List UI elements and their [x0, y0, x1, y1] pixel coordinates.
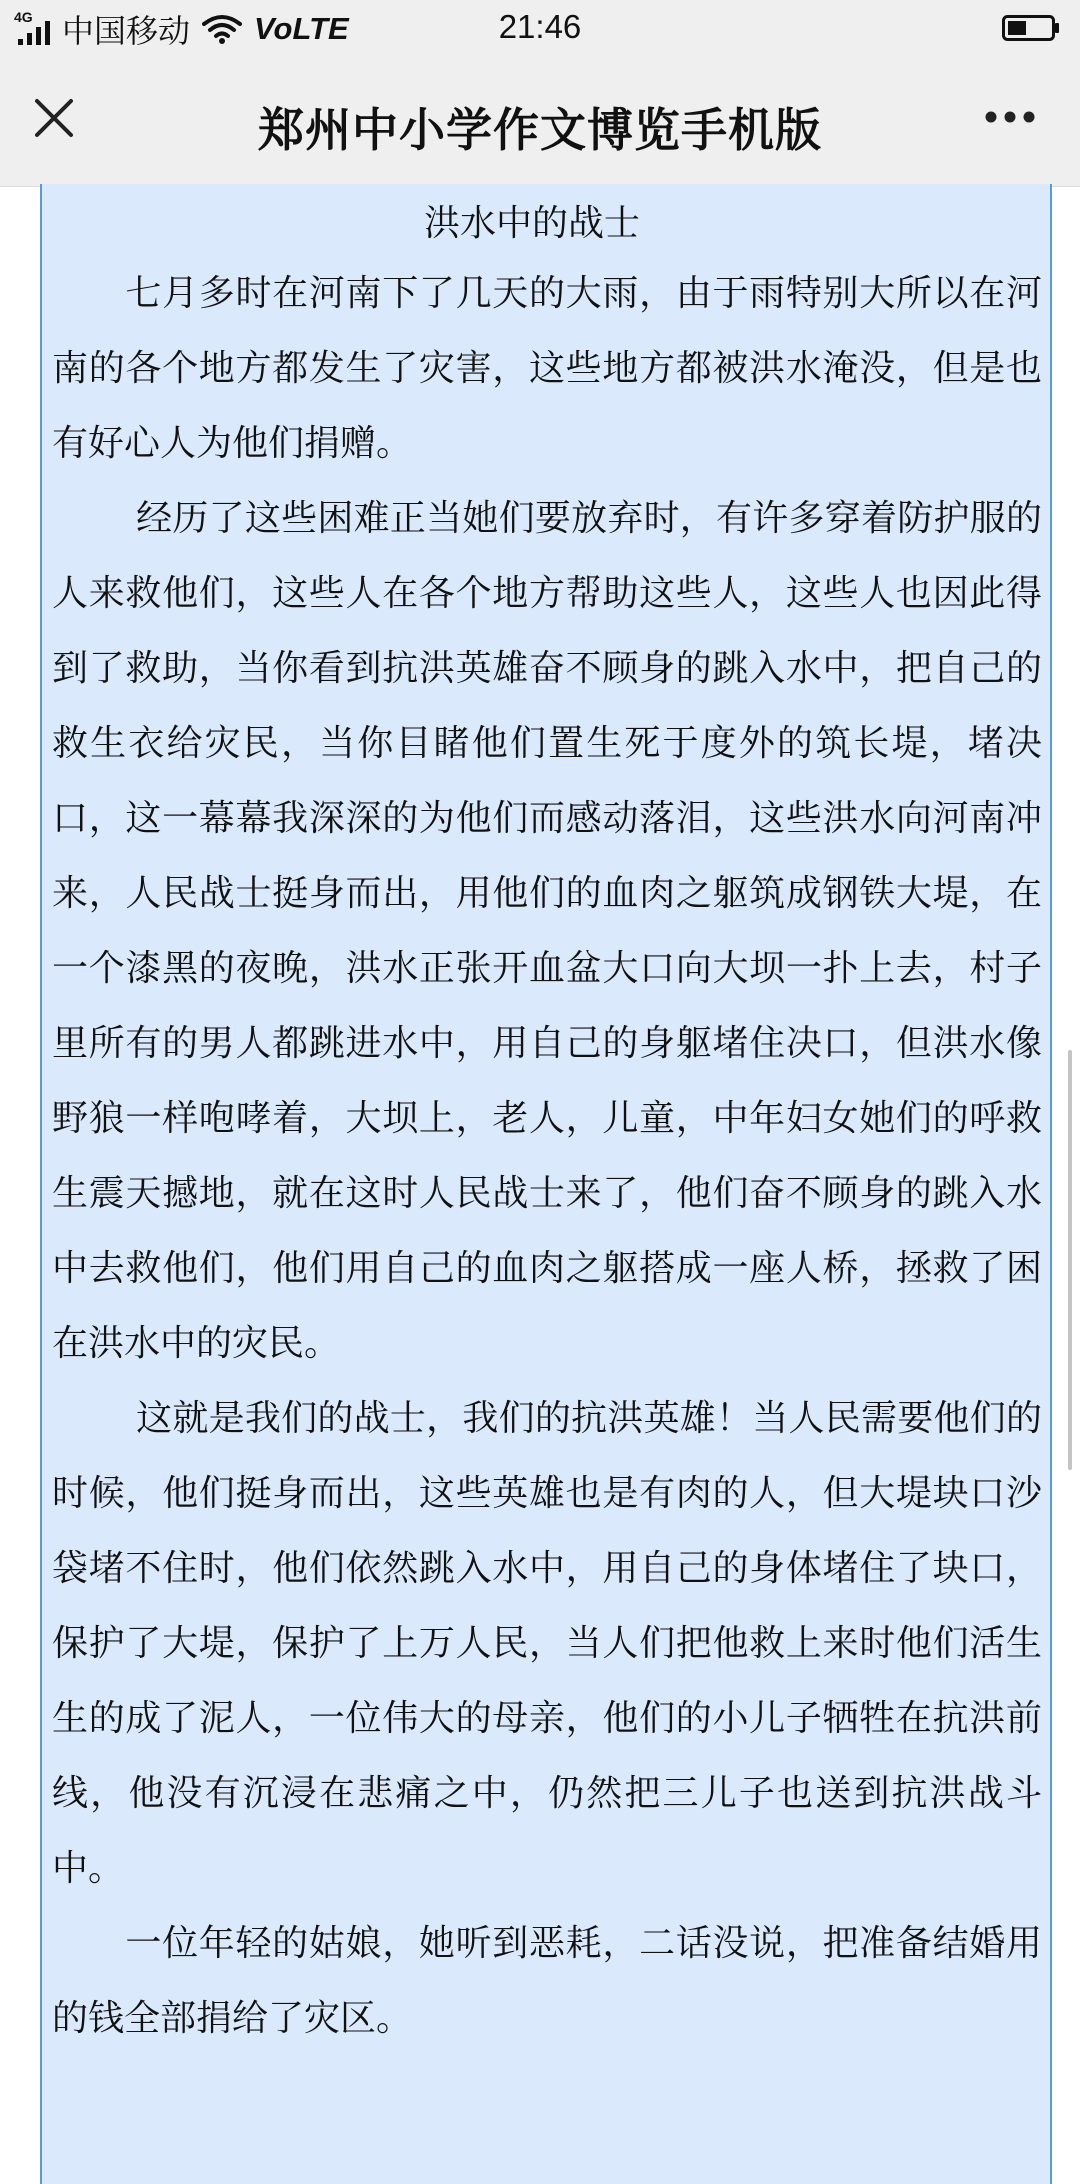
paragraph-3: 这就是我们的战士，我们的抗洪英雄！当人民需要他们的时候，他们挺身而出，这些英雄也是有肉的人，但大堤块口沙袋堵不住时，他们依然跳入水中，用自己的身体堵住了块口，保护了大堤，保护了上万人民，当人们把他救上来时他们活生生的成了泥人，一位伟大的母亲，他们的小儿子牺牲在抗洪前线，他没有沉浸在悲痛之中，仍然把三儿子也送到抗洪战斗中。: [52, 1398, 1042, 1889]
paragraph-4: 一位年轻的姑娘，她听到恶耗，二话没说，把准备结婚用的钱全部捐给了灾区。: [52, 1923, 1042, 2039]
network-type: 4G: [14, 9, 33, 25]
volte-indicator: VoLTE: [254, 11, 349, 46]
article-body: [40, 184, 1052, 2184]
paragraph-2: 经历了这些困难正当她们要放弃时，有许多穿着防护服的人来救他们，这些人在各个地方帮助这些人，这些人也因此得到了救助，当你看到抗洪英雄奋不顾身的跳入水中，把自己的救生衣给灾民，当你目睹他们置生死于度外的筑长堤，堵决口，这一幕幕我深深的为他们而感动落泪，这些洪水向河南冲来，人民战士挺身而出，用他们的血肉之躯筑成钢铁大堤，在一个漆黑的夜晚，洪水正张开血盆大口向大坝一扑上去，村子里所有的男人都跳进水中，用自己的身躯堵住决口，但洪水像野狼一样咆哮着，大坝上，老人，儿童，中年妇女她们的呼救生震天撼地，就在这时人民战士来了，他们奋不顾身的跳入水中去救他们，他们用自己的血肉之躯搭成一座人桥，拯救了困在洪水中的灾民。: [52, 498, 1042, 1364]
article-title: 洪水中的战士: [423, 203, 640, 244]
scrollbar[interactable]: [1068, 1050, 1072, 1470]
nav-bar: [0, 58, 1080, 187]
more-icon[interactable]: [984, 110, 1036, 124]
carrier-name: 中国移动: [62, 13, 191, 49]
page-title: 郑州中小学作文博览手机版: [258, 103, 822, 157]
status-time: 21:46: [498, 8, 582, 45]
battery-icon: [1002, 15, 1060, 41]
status-bar: [0, 0, 1080, 58]
paragraph-1: 七月多时在河南下了几天的大雨，由于雨特别大所以在河南的各个地方都发生了灾害，这些地方都被洪水淹没，但是也有好心人为他们捐赠。: [52, 273, 1042, 464]
